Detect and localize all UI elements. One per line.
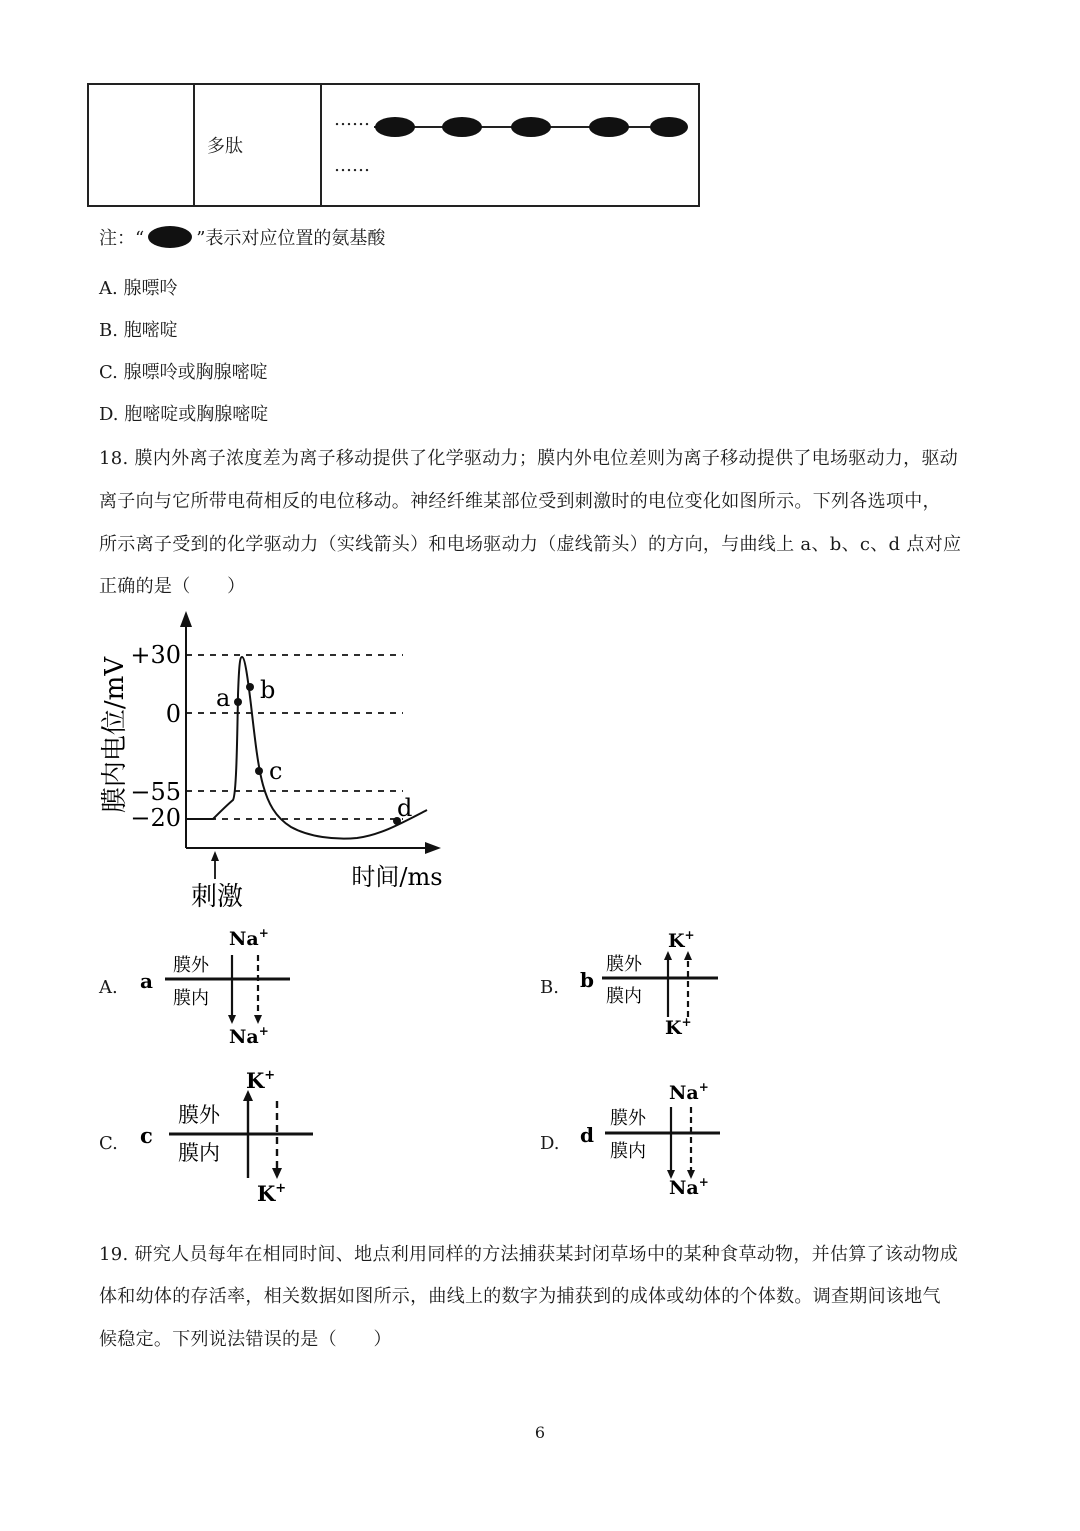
q19-line-3: 候稳定。下列说法错误的是（ ）: [99, 1329, 392, 1350]
option-text: 腺嘌呤或胸腺嘧啶: [123, 362, 268, 383]
amino-acid-icon: [650, 117, 688, 137]
tick-label-plus30: +30: [130, 641, 181, 669]
note-suffix: ”表示对应位置的氨基酸: [196, 228, 386, 249]
point-label: c: [140, 1123, 153, 1148]
point-a-marker: [234, 698, 242, 706]
tick-label-minus55: −55: [130, 778, 181, 806]
q18-option-b-diagram[interactable]: [575, 925, 735, 1045]
q18-line-4: 正确的是（ ）: [99, 576, 246, 597]
amino-acid-icon: [146, 225, 194, 249]
note-line: [99, 224, 385, 250]
point-c-marker: [255, 767, 263, 775]
inside-label: 膜内: [606, 986, 642, 1007]
action-potential-graph: [95, 605, 455, 915]
x-axis-label: 时间/ms: [351, 863, 443, 891]
option-letter: D.: [99, 404, 119, 425]
option-letter: C.: [99, 362, 118, 383]
peptide-chain-diagram: [322, 85, 698, 205]
peptide-label: 多肽: [207, 136, 243, 157]
q18-option-a-letter[interactable]: A.: [99, 977, 118, 998]
q18-option-c-letter[interactable]: C.: [99, 1133, 118, 1154]
note-prefix: 注：“: [99, 228, 145, 249]
point-label: b: [580, 968, 594, 992]
point-b-marker: [246, 683, 254, 691]
q18-line-3: 所示离子受到的化学驱动力（实线箭头）和电场驱动力（虚线箭头）的方向，与曲线上 a、b、c、d 点对应: [99, 534, 962, 555]
outside-label: 膜外: [178, 1103, 220, 1127]
tick-label-minus20: −20: [130, 804, 181, 832]
outside-label: 膜外: [610, 1108, 646, 1129]
inside-label: 膜内: [610, 1141, 646, 1162]
outside-label: 膜外: [173, 955, 209, 976]
q18-option-c-diagram[interactable]: [135, 1068, 325, 1208]
q19-line-1: 19. 研究人员每年在相同时间、地点利用同样的方法捕获某封闭草场中的某种食草动物，并估算了该动物成: [99, 1244, 959, 1265]
inside-label: 膜内: [173, 988, 209, 1009]
point-b-label: b: [260, 676, 276, 704]
q17-option-c[interactable]: [99, 358, 268, 384]
table-cell-peptide: [321, 84, 699, 206]
inside-label: 膜内: [178, 1141, 220, 1165]
ion-bottom-label: K+: [257, 1181, 287, 1206]
point-label: d: [580, 1123, 594, 1147]
point-c-label: c: [269, 757, 283, 785]
peptide-table: [87, 83, 700, 207]
ion-bottom-label: K+: [665, 1015, 692, 1039]
y-axis-label: 膜内电位/mV: [100, 656, 130, 814]
tick-label-0: 0: [165, 700, 181, 728]
dots-top: ……: [334, 109, 370, 130]
option-letter: A.: [99, 278, 118, 299]
option-text: 胞嘧啶或胸腺嘧啶: [124, 404, 269, 425]
stimulus-label: 刺激: [190, 882, 244, 912]
table-cell-label: [194, 84, 321, 206]
q18-option-b-letter[interactable]: B.: [540, 977, 559, 998]
q19-line-2: 体和幼体的存活率，相关数据如图所示，曲线上的数字为捕获到的成体或幼体的个体数。调查期间该地气: [99, 1286, 941, 1307]
ion-top-label: Na+: [669, 1080, 709, 1104]
ion-bottom-label: Na+: [669, 1175, 709, 1199]
table-cell-empty: [88, 84, 194, 206]
amino-acid-icon: [375, 117, 415, 137]
outside-label: 膜外: [606, 954, 642, 975]
option-text: 胞嘧啶: [123, 320, 178, 341]
q18-option-d-diagram[interactable]: [575, 1075, 735, 1205]
point-d-label: d: [397, 794, 413, 822]
q18-line-2: 离子向与它所带电荷相反的电位移动。神经纤维某部位受到刺激时的电位变化如图所示。下列各选项中，: [99, 491, 941, 512]
q17-option-a[interactable]: [99, 274, 177, 300]
page-number: 6: [534, 1423, 546, 1442]
option-letter: B.: [99, 320, 118, 341]
ion-top-label: K+: [668, 928, 695, 952]
q18-option-d-letter[interactable]: D.: [540, 1133, 560, 1154]
option-text: 腺嘌呤: [123, 278, 178, 299]
ion-top-label: K+: [246, 1068, 276, 1093]
dots-bottom: ……: [334, 155, 370, 176]
amino-acid-icon: [442, 117, 482, 137]
q18-option-a-diagram[interactable]: [135, 920, 315, 1050]
q18-line-1: 18. 膜内外离子浓度差为离子移动提供了化学驱动力；膜内外电位差则为离子移动提供了电场驱动力，驱动: [99, 448, 959, 469]
point-label: a: [140, 969, 153, 993]
ion-top-label: Na+: [229, 926, 269, 950]
q17-option-d[interactable]: [99, 400, 268, 426]
amino-acid-icon: [589, 117, 629, 137]
ion-bottom-label: Na+: [229, 1024, 269, 1048]
q17-option-b[interactable]: [99, 316, 178, 342]
point-a-label: a: [216, 684, 231, 712]
amino-acid-icon: [511, 117, 551, 137]
